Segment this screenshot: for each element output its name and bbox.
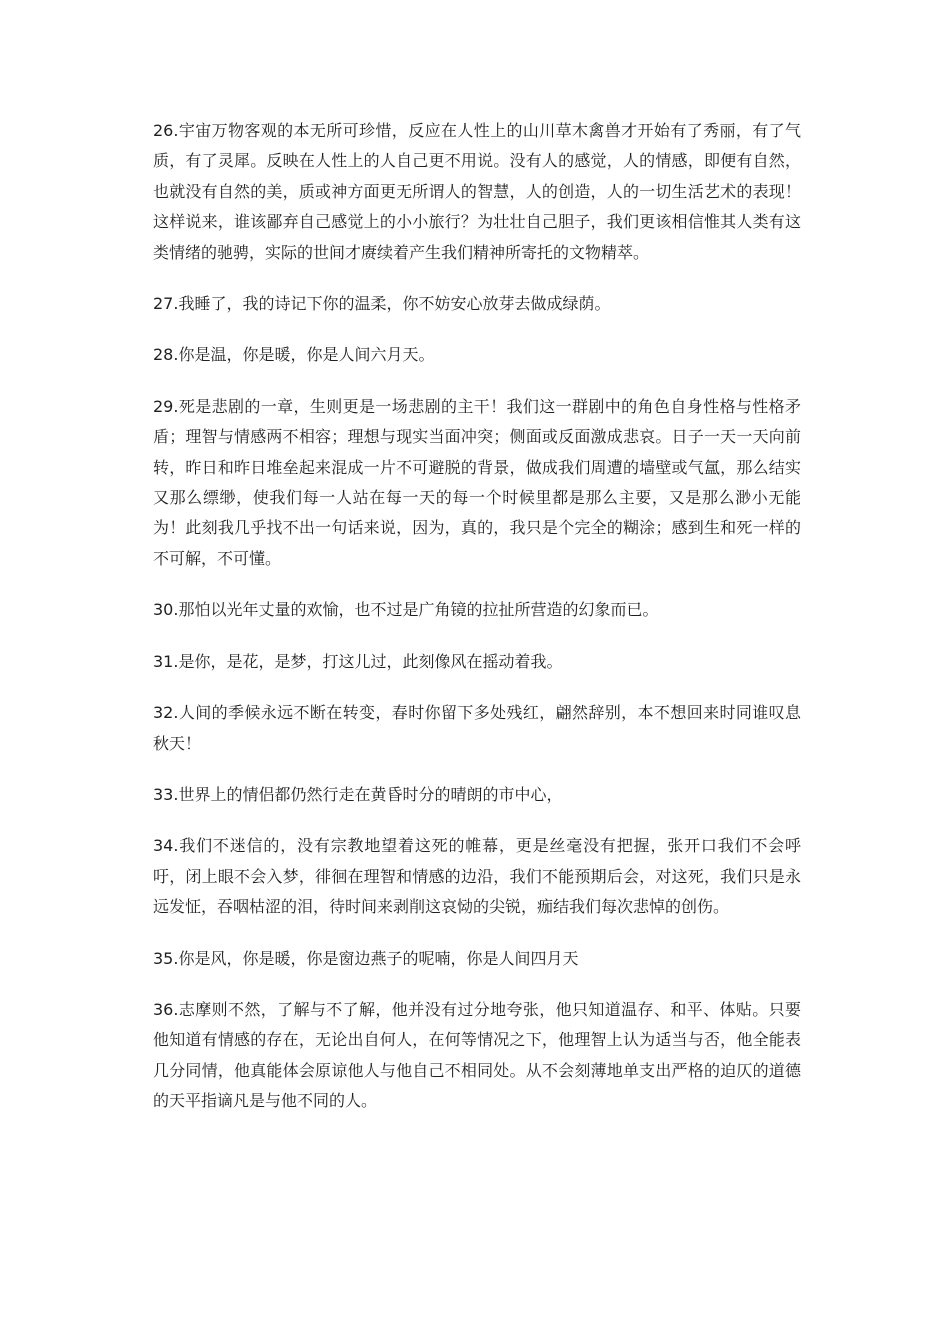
paragraph-27: 27.我睡了，我的诗记下你的温柔，你不妨安心放芽去做成绿荫。 (153, 294, 611, 314)
paragraph-32: 32.人间的季候永远不断在转变，春时你留下多处残红，翩然辞别，本不想回来时同谁叹息秋天！ (153, 703, 801, 753)
paragraph-26: 26.宇宙万物客观的本无所可珍惜，反应在人性上的山川草木禽兽才开始有了秀丽，有了气质，有了灵犀。反映在人性上的人自己更不用说。没有人的感觉，人的情感，即便有自然，也就没有自然的美，质或神方面更无所谓人的智慧，人的创造，人的一切生活艺术的表现！这样说来，谁该鄙弃自己感觉上的小小旅行？为壮壮自己胆子，我们更该相信惟其人类有这类情绪的驰骋，实际的世间才赓续着产生我们精神所寄托的文物精萃。 (153, 121, 801, 262)
paragraph-34: 34.我们不迷信的，没有宗教地望着这死的帷幕，更是丝毫没有把握，张开口我们不会呼吁，闭上眼不会入梦，徘徊在理智和情感的边沿，我们不能预期后会，对这死，我们只是永远发怔，吞咽枯涩的泪，待时间来剥削这哀恸的尖锐，痂结我们每次悲悼的创伤。 (153, 836, 801, 917)
document-body (153, 116, 801, 1138)
paragraph-35: 35.你是风，你是暖，你是窗边燕子的呢喃，你是人间四月天 (153, 948, 579, 968)
paragraph-28: 28.你是温，你是暖，你是人间六月天。 (153, 345, 435, 365)
paragraph-36: 36.志摩则不然，了解与不了解，他并没有过分地夸张，他只知道温存、和平、体贴。只要他知道有情感的存在，无论出自何人，在何等情况之下，他理智上认为适当与否，他全能表几分同情，他真能体会原谅他人与他自己不相同处。从不会刻薄地单支出严格的迫仄的道德的天平指谪凡是与他不同的人。 (153, 999, 801, 1111)
paragraph-33: 33.世界上的情侣都仍然行走在黄昏时分的晴朗的市中心， (153, 784, 563, 804)
paragraph-30: 30.那怕以光年丈量的欢愉，也不过是广角镜的拉扯所营造的幻象而已。 (153, 600, 659, 620)
paragraph-31: 31.是你，是花，是梦，打这儿过，此刻像风在摇动着我。 (153, 651, 563, 671)
paragraph-29: 29.死是悲剧的一章，生则更是一场悲剧的主干！我们这一群剧中的角色自身性格与性格矛盾；理智与情感两不相容；理想与现实当面冲突；侧面或反面激成悲哀。日子一天一天向前转，昨日和昨日堆垒起来混成一片不可避脱的背景，做成我们周遭的墙壁或气氲，那么结实又那么缥缈，使我们每一人站在每一天的每一个时候里都是那么主要，又是那么渺小无能为！此刻我几乎找不出一句话来说，因为，真的，我只是个完全的糊涂；感到生和死一样的不可解，不可懂。 (153, 396, 801, 568)
